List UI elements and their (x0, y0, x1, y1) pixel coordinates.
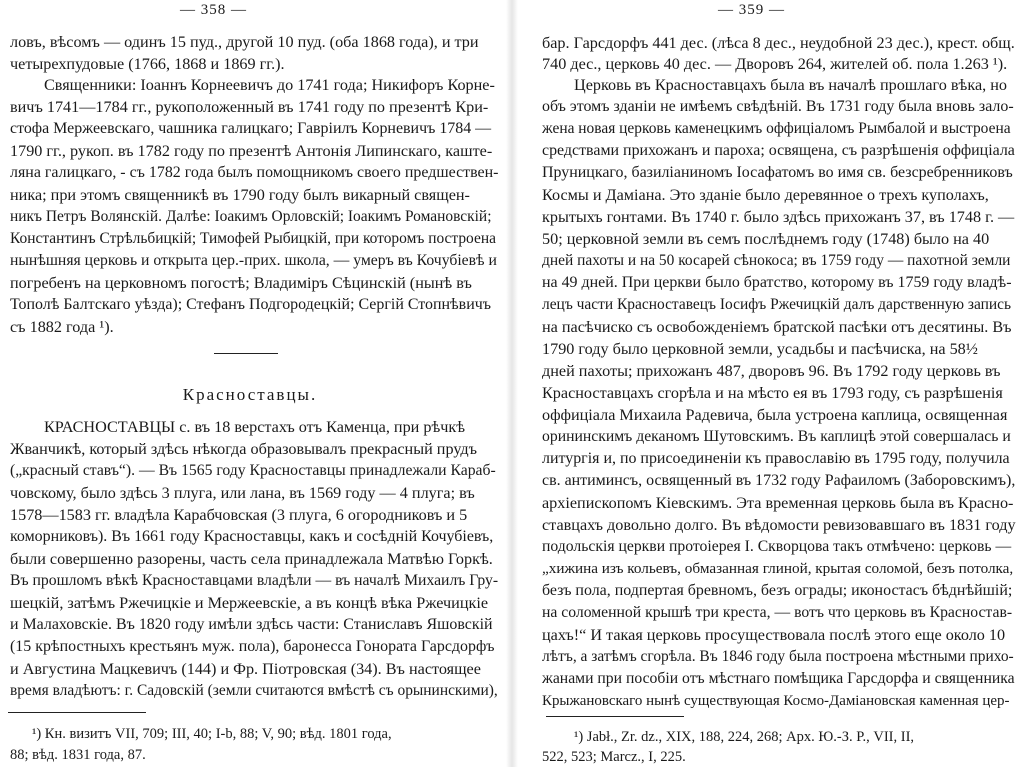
text-line: КРАСНОСТАВЦЫ с. въ 18 верстахъ отъ Каменца, при рѣчкѣ (44, 418, 466, 436)
text-line: орининскимъ деканомъ Шутовскимъ. Въ каплицѣ этой совершалась и (542, 428, 1011, 445)
text-line: объ этомъ зданіи не имѣемъ свѣдѣній. Въ 1731 году была вновь зало- (542, 98, 1014, 115)
text-line: Жванчикѣ, который здѣсь нѣкогда образовывалъ прекрасный прудъ (10, 440, 478, 458)
text-line: коморниковъ). Въ 1661 году Красноставцы, какъ и сосѣдній Кочубіевъ, (10, 528, 494, 545)
text-line: и Малаховскіе. Въ 1820 году имѣли здѣсь части: Станиславъ Яшовскій (10, 616, 493, 633)
text-line: (15 крѣпостныхъ крестьянъ муж. пола), баронесса Гонората Гарсдорфъ (10, 638, 495, 655)
footnote-rule (546, 716, 684, 717)
text-line: литургія и, по присоединеніи къ православію въ 1795 году, получила (542, 450, 1010, 467)
text-line: Тополѣ Балтскаго уѣзда); Стефанъ Подгородецкій; Сергій Стопнѣвичъ (10, 296, 491, 313)
text-line: 1790 гг., рукоп. въ 1782 году по презентѣ Антонія Липинскаго, каште- (10, 142, 493, 160)
text-line: архіепископомъ Кіевскимъ. Эта временная церковь была въ Красно- (542, 494, 1014, 512)
text-line: нынѣшняя церковь и открыта цер.-прих. школа, — умеръ въ Кочубіевѣ и (10, 252, 497, 269)
right-page (518, 0, 1024, 767)
text-line: время владѣютъ: г. Садовскій (земли считаются вмѣстѣ съ орынинскими), (10, 682, 498, 699)
section-title: Красноставцы. (182, 385, 318, 404)
text-line: средствами прихожанъ и пароха; освящена, съ разрѣшенія оффиціала (542, 142, 1015, 159)
text-line: крытыхъ гонтами. Въ 1740 г. было здѣсь прихожанъ 37, въ 1748 г. — (542, 208, 1015, 226)
text-line: жанами при пособіи отъ мѣстнаго помѣщика Гарсдорфа и священника (542, 670, 1015, 687)
text-line: на соломенной крышѣ три креста, — вотъ что церковь въ Красностав- (542, 604, 1013, 621)
text-line: („красный ставъ“). — Въ 1565 году Красноставцы принадлежали Караб- (10, 462, 496, 479)
text-line: безъ пола, подпертая бревномъ, безъ ограды; иконостасъ бѣднѣйшій; (542, 582, 1013, 599)
text-line: лѣтъ, а затѣмъ сгорѣла. Въ 1846 году была построена мѣстными прихо- (542, 648, 1014, 665)
page-number-left: — 358 — (180, 2, 247, 18)
text-line: бар. Гарсдорфъ 441 дес. (лѣса 8 дес., неудобной 23 дес.), крест. общ. (542, 34, 1015, 52)
text-line: стофа Мержеевскаго, чашника галицкаго; Гавріилъ Корневичъ 1784 — (10, 120, 492, 137)
text-line: дней пахоты и на 50 косарей сѣнокоса; въ 1759 году — пахотной земли (542, 252, 1011, 269)
text-line: 1790 году было церковной земли, усадьбы и пасѣчиска, на 58½ (542, 340, 978, 358)
text-line: на пасѣчиско съ освобожденіемъ братской пасѣки отъ десятины. Въ (542, 318, 1012, 336)
text-line: 740 дес., церковь 40 дес. — Дворовъ 264, жителей об. пола 1.263 ¹). (542, 55, 1008, 73)
footnote-rule (8, 712, 146, 713)
text-line: жена новая церковь каменецкимъ оффиціаломъ Рымбалой и выстроена (542, 120, 1011, 137)
text-line: Константинъ Стрѣльбицкій; Тимофей Рыбицкій, при которомъ построена (10, 230, 496, 247)
footnote-line: ¹) Jabł., Zr. dz., XIX, 188, 224, 268; Арх. Ю.-З. Р., VII, II, (574, 729, 915, 745)
text-line: дней пахоты; прихожанъ 487, дворовъ 96. Въ 1792 году церковь въ (542, 362, 1001, 380)
text-line: Космы и Даміана. Это зданіе было деревянное о трехъ куполахъ, (542, 186, 989, 204)
text-line: ника; при этомъ священникѣ въ 1790 году былъ викарный священ- (10, 186, 470, 204)
left-page (0, 0, 506, 767)
text-line: „хижина изъ кольевъ, обмазанная глиной, крытая соломой, безъ потолка, (542, 560, 1014, 577)
text-line: на 49 дней. При церкви было братство, которому въ 1759 году владѣ- (542, 274, 1012, 291)
footnote-line: 522, 523; Marcz., I, 225. (542, 749, 686, 765)
text-line: Красноставцахъ сгорѣла и на мѣсто ея въ 1793 году, съ разрѣшенія (542, 384, 1003, 402)
text-line: были совершенно разорены, часть села принадлежала Матвѣю Горкѣ. (10, 550, 493, 568)
text-line: четырехпудовые (1766, 1868 и 1869 гг.). (10, 55, 285, 73)
text-line: ловъ, вѣсомъ — одинъ 15 пуд., другой 10 пуд. (оба 1868 года), и три (10, 33, 479, 51)
text-line: шецкій, затѣмъ Ржечицкіе и Мержеевскіе, а въ концѣ вѣка Ржечицкіе (10, 594, 489, 612)
page-number-right: — 359 — (718, 2, 785, 18)
text-line: Крыжановскаго нынѣ существующая Космо-Даміановская каменная цер- (542, 693, 1010, 709)
footnote-line: 88; вѣд. 1831 года, 87. (10, 747, 146, 763)
text-line: Церковь въ Красноставцахъ была въ началѣ прошлаго вѣка, но (574, 76, 1007, 94)
text-line: погребенъ на церковномъ погостѣ; Владиміръ Сѣцинскій (нынѣ въ (10, 274, 472, 292)
text-line: 1578—1583 гг. владѣла Карабчовская (3 плуга, 6 огородниковъ и 5 (10, 506, 468, 524)
text-line: 50; церковной земли въ семъ послѣднемъ году (1748) было на 40 (542, 230, 990, 248)
footnote-line: ¹) Кн. визитъ VII, 709; III, 40; I-b, 88; V, 90; вѣд. 1801 года, (32, 726, 392, 742)
text-line: никъ Петръ Волянскій. Далѣе: Іоакимъ Орловскій; Іоакимъ Романовскій; (10, 208, 492, 225)
book-gutter (506, 0, 518, 767)
text-line: съ 1882 года ¹). (10, 318, 114, 336)
text-line: и Августина Мацкевичъ (144) и Фр. Піотровская (34). Въ настоящее (10, 660, 481, 678)
text-line: Пруницкаго, базиліаниномъ Іосафатомъ во имя св. безсребренниковъ (542, 164, 1013, 181)
text-line: Священники: Іоаннъ Корнеевичъ до 1741 года; Никифоръ Корне- (44, 76, 495, 94)
section-divider (214, 353, 278, 354)
text-line: лецъ части Красноставецъ Іосифъ Ржечицкій далъ дарственную запись (542, 296, 1012, 313)
text-line: Въ прошломъ вѣкѣ Красноставцами владѣли — въ началѣ Михаилъ Гру- (10, 572, 499, 589)
text-line: ляна галицкаго, - съ 1782 года былъ помощникомъ своего предшествен- (10, 164, 499, 181)
text-line: оффиціала Михаила Радевича, была устроена каплица, освященная (542, 406, 1008, 424)
text-line: ставцахъ довольно долго. Въ вѣдомости ревизовавшаго въ 1831 году (542, 516, 1016, 534)
text-line: подольскія церкви протоіерея I. Скворцова такъ отмѣчено: церковь — (542, 538, 1012, 555)
text-line: вичъ 1741—1784 гг., рукоположенный въ 1741 году по презентѣ Кри- (10, 98, 489, 116)
text-line: човскому, было здѣсь 3 плуга, или лана, въ 1569 году — 4 плуга; въ (10, 484, 475, 502)
text-line: св. антиминсъ, освященный въ 1732 году Рафаиломъ (Заборовскимъ), (542, 472, 1016, 489)
text-line: цахъ!“ И такая церковь просуществовала послѣ этого еще около 10 (542, 626, 1006, 644)
